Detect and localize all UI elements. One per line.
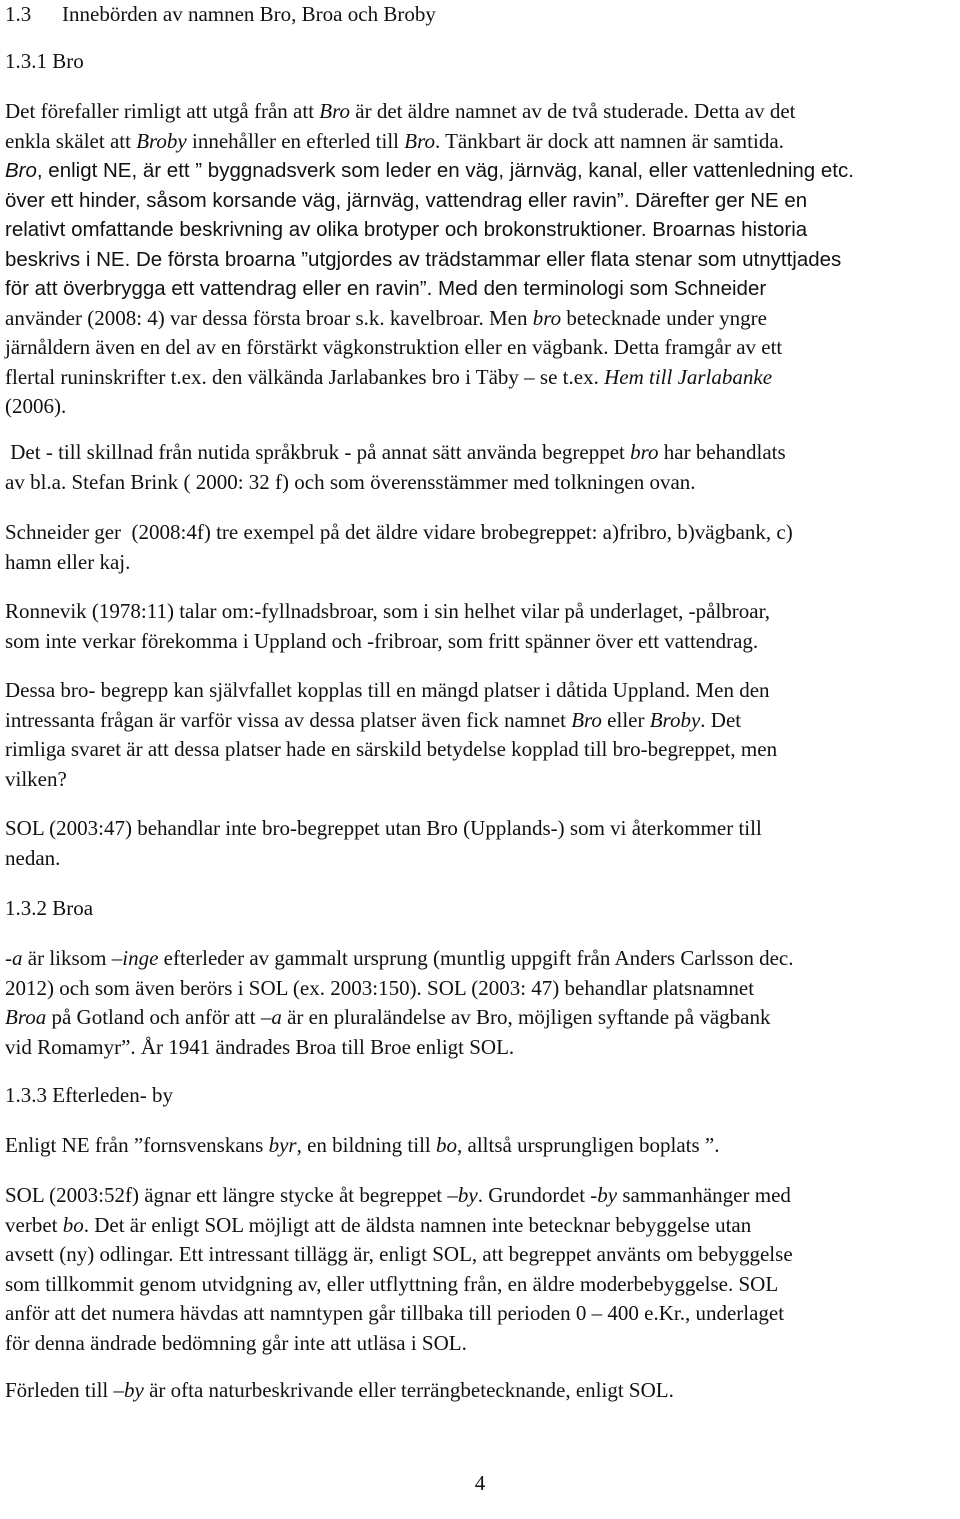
italic-term: bro (630, 440, 659, 464)
text-line: Dessa bro- begrepp kan självfallet kopplas till en mängd platser i dåtida Uppland. Men den (5, 678, 770, 702)
italic-term: byr (268, 1133, 297, 1157)
text-line: använder (2008: 4) var dessa första broar s.k. kavelbroar. Men bro betecknade under yngre (5, 305, 767, 330)
text-line: -a är liksom –inge efterleder av gammalt ursprung (muntlig uppgift från Anders Carlsson dec. (5, 946, 794, 970)
text-line: som inte verkar förekomma i Uppland och -fribroar, som fritt spänner över ett vattendrag. (5, 628, 759, 653)
text-line: intressanta frågan är varför vissa av dessa platser även fick namnet Bro eller Broby. Det (5, 707, 742, 732)
text-line: Förleden till –by är ofta naturbeskrivande eller terrängbetecknande, enligt SOL. (5, 1378, 674, 1402)
text-line: som tillkommit genom utvidgning av, eller utflyttning från, en äldre moderbebyggelse. SOL (5, 1271, 779, 1296)
italic-term: bo (62, 1212, 84, 1237)
italic-term: –by (113, 1378, 144, 1402)
italic-term: Bro (5, 159, 37, 182)
italic-term: Hem till Jarlabanke (604, 364, 773, 389)
heading-1-3-2: 1.3.2 Broa (5, 896, 94, 920)
text-line: nedan. (5, 845, 61, 870)
text-line: enkla skälet att Broby innehåller en efterled till Bro. Tänkbart är dock att namnen är samtida. (5, 128, 784, 153)
italic-term: Bro (319, 99, 351, 123)
text-line: Schneider ger (2008:4f) tre exempel på det äldre vidare brobegreppet: a)fribro, b)vägbank, c) (5, 520, 793, 544)
italic-term: bro (532, 305, 562, 330)
text-line: beskrivs i NE. De första broarna ”utgjordes av trädstammar eller flata stenar som utnyttjades (5, 247, 842, 271)
text-line: (2006). (5, 394, 67, 418)
page-number: 4 (474, 1471, 486, 1495)
italic-term: Broa (5, 1005, 47, 1029)
text-line: avsett (ny) odlingar. Ett intressant tillägg är, enligt SOL, att begreppet använts om bebyggelse (5, 1242, 793, 1266)
text-line: vilken? (5, 766, 67, 791)
text-line: över ett hinder, såsom korsande väg, järnväg, vattendrag eller ravin”. Därefter ger NE en (5, 188, 808, 212)
text-line: av bl.a. Stefan Brink ( 2000: 32 f) och som överensstämmer med tolkningen ovan. (5, 469, 696, 494)
text-line: Broa på Gotland och anför att –a är en pluraländelse av Bro, möjligen syftande på vägbank (5, 1005, 771, 1029)
italic-term: –a (260, 1005, 282, 1029)
heading-1-3-1: 1.3.1 Bro (5, 49, 84, 73)
text-line: järnåldern även en del av en förstärkt vägkonstruktion eller en vägbank. Detta framgår av ett (5, 335, 783, 359)
text-line: verbet bo. Det är enligt SOL möjligt att de äldsta namnen inte betecknar bebyggelse utan (5, 1212, 752, 1237)
text-line: SOL (2003:52f) ägnar ett längre stycke åt begreppet –by. Grundordet -by sammanhänger med (5, 1183, 791, 1207)
italic-term: Broby (649, 707, 701, 732)
text-line: rimliga svaret är att dessa platser hade en särskild betydelse kopplad till bro-begreppet, men (5, 737, 778, 761)
italic-term: Bro (571, 707, 602, 732)
text-line: flertal runinskrifter t.ex. den välkända Jarlabankes bro i Täby – se t.ex. Hem till Jarlabanke (5, 364, 773, 389)
italic-term: -by (590, 1183, 618, 1207)
text-line: för att överbrygga ett vattendrag eller en ravin”. Med den terminologi som Schneider (5, 277, 767, 300)
text-line: SOL (2003:47) behandlar inte bro-begreppet utan Bro (Upplands-) som vi återkommer till (5, 816, 762, 840)
italic-term: –by (447, 1183, 478, 1207)
text-line: vid Romamyr”. År 1941 ändrades Broa till Broe enligt SOL. (5, 1034, 515, 1059)
text-line: 2012) och som även berörs i SOL (ex. 2003:150). SOL (2003: 47) behandlar platsnamnet (5, 975, 755, 1000)
text-line: hamn eller kaj. (5, 549, 131, 574)
italic-term: –inge (111, 946, 159, 970)
italic-term: Broby (136, 128, 187, 153)
text-line: Bro, enligt NE, är ett ” byggnadsverk som leder en väg, järnväg, kanal, eller vattenledning etc. (5, 159, 854, 182)
heading-number: 1.3 (5, 2, 32, 26)
italic-term: -a (5, 946, 23, 970)
heading-1-3-3: 1.3.3 Efterleden- by (5, 1083, 173, 1107)
text-line: för denna ändrade bedömning går inte att utläsa i SOL. (5, 1330, 467, 1355)
italic-term: Bro (404, 128, 435, 153)
heading-title: Innebörden av namnen Bro, Broa och Broby (62, 2, 436, 26)
text-line: anför att det numera hävdas att namntypen går tillbaka till perioden 0 – 400 e.Kr., underlaget (5, 1301, 785, 1325)
text-line: Det - till skillnad från nutida språkbruk - på annat sätt använda begreppet bro har behandlats (5, 440, 786, 464)
text-line: Det förefaller rimligt att utgå från att Bro är det äldre namnet av de två studerade. Detta av det (5, 99, 796, 123)
text-line: Ronnevik (1978:11) talar om:-fyllnadsbroar, som i sin helhet vilar på underlaget, -pålbroar, (5, 599, 770, 623)
italic-term: bo (436, 1133, 458, 1157)
text-line: relativt omfattande beskrivning av olika brotyper och brokonstruktioner. Broarnas historia (5, 218, 808, 241)
text-line: Enligt NE från ”fornsvenskans byr, en bildning till bo, alltså ursprungligen boplats ”. (5, 1133, 720, 1157)
